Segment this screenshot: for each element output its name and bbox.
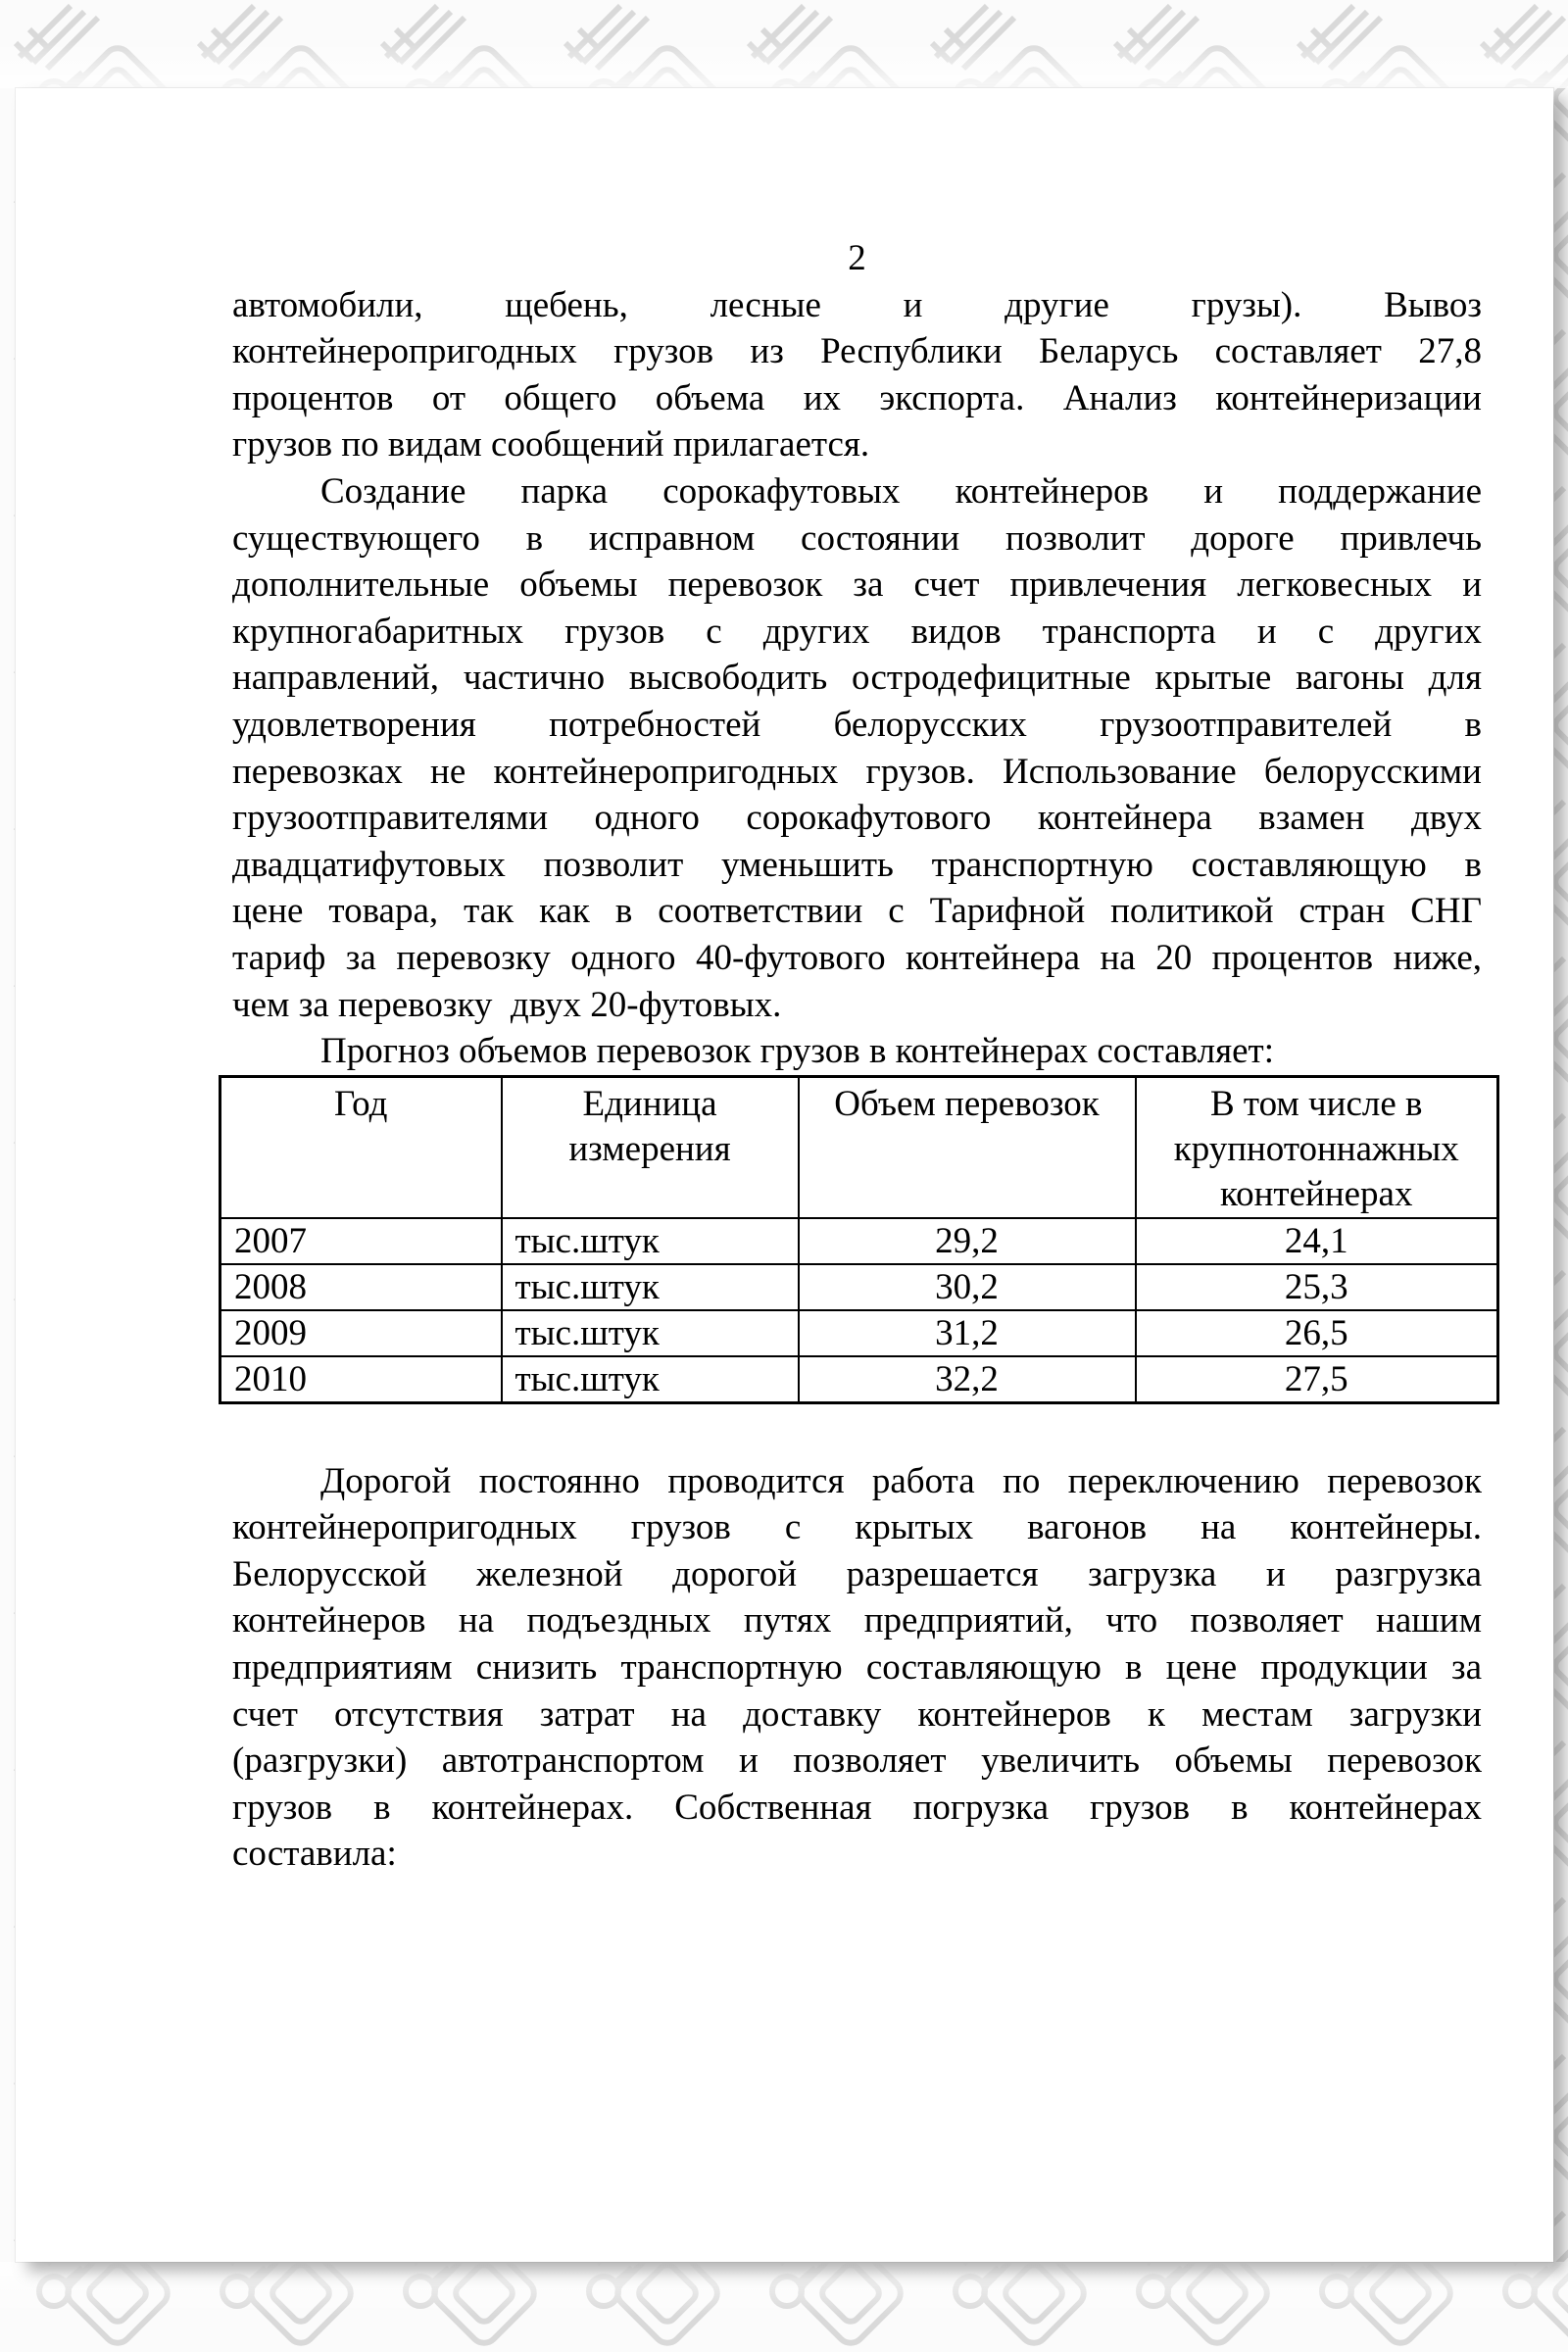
- table-cell: 2007: [220, 1218, 502, 1264]
- table-cell: тыс.штук: [502, 1356, 799, 1403]
- table-cell: 27,5: [1136, 1356, 1498, 1403]
- text-line: предприятиям снизить транспортную составляющую в цене продукции за: [232, 1647, 1482, 1689]
- text-line: Прогноз объемов перевозок грузов в контейнерах составляет:: [320, 1031, 1275, 1072]
- text-line: Белорусской железной дорогой разрешается загрузка и разгрузка: [232, 1553, 1482, 1594]
- text-line: Создание парка сорокафутовых контейнеров и поддержание: [320, 470, 1482, 512]
- text-line: Дорогой постоянно проводится работа по переключению перевозок: [320, 1460, 1482, 1501]
- text-line: контейнеропригодных грузов из Республики Беларусь составляет 27,8: [232, 331, 1482, 372]
- text-line: грузов по видам сообщений прилагается.: [232, 424, 870, 466]
- table-header-row: [220, 1076, 1498, 1218]
- table-header-cell: Год: [220, 1076, 502, 1218]
- table-row: [220, 1310, 1498, 1356]
- text-line: удовлетворения потребностей белорусских грузоотправителей в: [232, 704, 1482, 745]
- text-line: тариф за перевозку одного 40-футового контейнера на 20 процентов ниже,: [232, 937, 1482, 978]
- text-line: крупногабаритных грузов с других видов транспорта и с других: [232, 611, 1482, 652]
- paragraphs-after-table: [232, 1458, 1482, 1878]
- paragraph: [232, 468, 1482, 1028]
- table-header-cell: Объем перевозок: [799, 1076, 1136, 1218]
- table-cell: 2010: [220, 1356, 502, 1403]
- text-line: чем за перевозку двух 20-футовых.: [232, 984, 782, 1025]
- paragraph: [232, 282, 1482, 468]
- table-cell: 30,2: [799, 1264, 1136, 1310]
- text-line: контейнеропригодных грузов с крытых вагонов на контейнеры.: [232, 1507, 1482, 1548]
- text-line: дополнительные объемы перевозок за счет привлечения легковесных и: [232, 564, 1482, 606]
- bottom-band-fade: [0, 2262, 1568, 2316]
- table-cell: 2008: [220, 1264, 502, 1310]
- paragraph: [232, 1028, 1482, 1075]
- text-line: грузоотправителями одного сорокафутового контейнера взамен двух: [232, 798, 1482, 839]
- text-line: направлений, частично высвободить остродефицитные крытые вагоны для: [232, 658, 1482, 699]
- text-line: двадцатифутовых позволит уменьшить транспортную составляющую в: [232, 844, 1482, 885]
- table-cell: 25,3: [1136, 1264, 1498, 1310]
- table-cell: тыс.штук: [502, 1310, 799, 1356]
- table-cell: тыс.штук: [502, 1218, 799, 1264]
- table-row: [220, 1356, 1498, 1403]
- page-number: 2: [848, 238, 866, 278]
- document-page: [16, 88, 1553, 2262]
- table-cell: 31,2: [799, 1310, 1136, 1356]
- table-header-cell: Единица измерения: [502, 1076, 799, 1218]
- table-row: [220, 1218, 1498, 1264]
- table-cell: 26,5: [1136, 1310, 1498, 1356]
- text-line: составила:: [232, 1834, 397, 1875]
- text-line: перевозках не контейнеропригодных грузов. Использование белорусскими: [232, 751, 1482, 792]
- text-line: существующего в исправном состоянии позволит дороге привлечь: [232, 517, 1482, 559]
- table-cell: 24,1: [1136, 1218, 1498, 1264]
- table-header-cell: В том числе в крупнотоннажных контейнерах: [1136, 1076, 1498, 1218]
- text-line: (разгрузки) автотранспортом и позволяет увеличить объемы перевозок: [232, 1740, 1482, 1782]
- table-row: [220, 1264, 1498, 1310]
- table-cell: тыс.штук: [502, 1264, 799, 1310]
- table-cell: 32,2: [799, 1356, 1136, 1403]
- top-band-fade: [0, 39, 1568, 88]
- paragraph: [232, 1458, 1482, 1878]
- text-line: грузов в контейнерах. Собственная погрузка грузов в контейнерах: [232, 1787, 1482, 1828]
- text-line: автомобили, щебень, лесные и другие грузы). Вывоз: [232, 284, 1482, 325]
- text-line: счет отсутствия затрат на доставку контейнеров к местам загрузки: [232, 1693, 1482, 1735]
- text-line: процентов от общего объема их экспорта. Анализ контейнеризации: [232, 377, 1482, 418]
- table-cell: 29,2: [799, 1218, 1136, 1264]
- paragraphs-before-table: [232, 282, 1482, 1075]
- text-line: контейнеров на подъездных путях предприятий, что позволяет нашим: [232, 1600, 1482, 1642]
- text-line: цене товара, так как в соответствии с Тарифной политикой стран СНГ: [232, 891, 1482, 932]
- forecast-table: [219, 1075, 1499, 1404]
- table-cell: 2009: [220, 1310, 502, 1356]
